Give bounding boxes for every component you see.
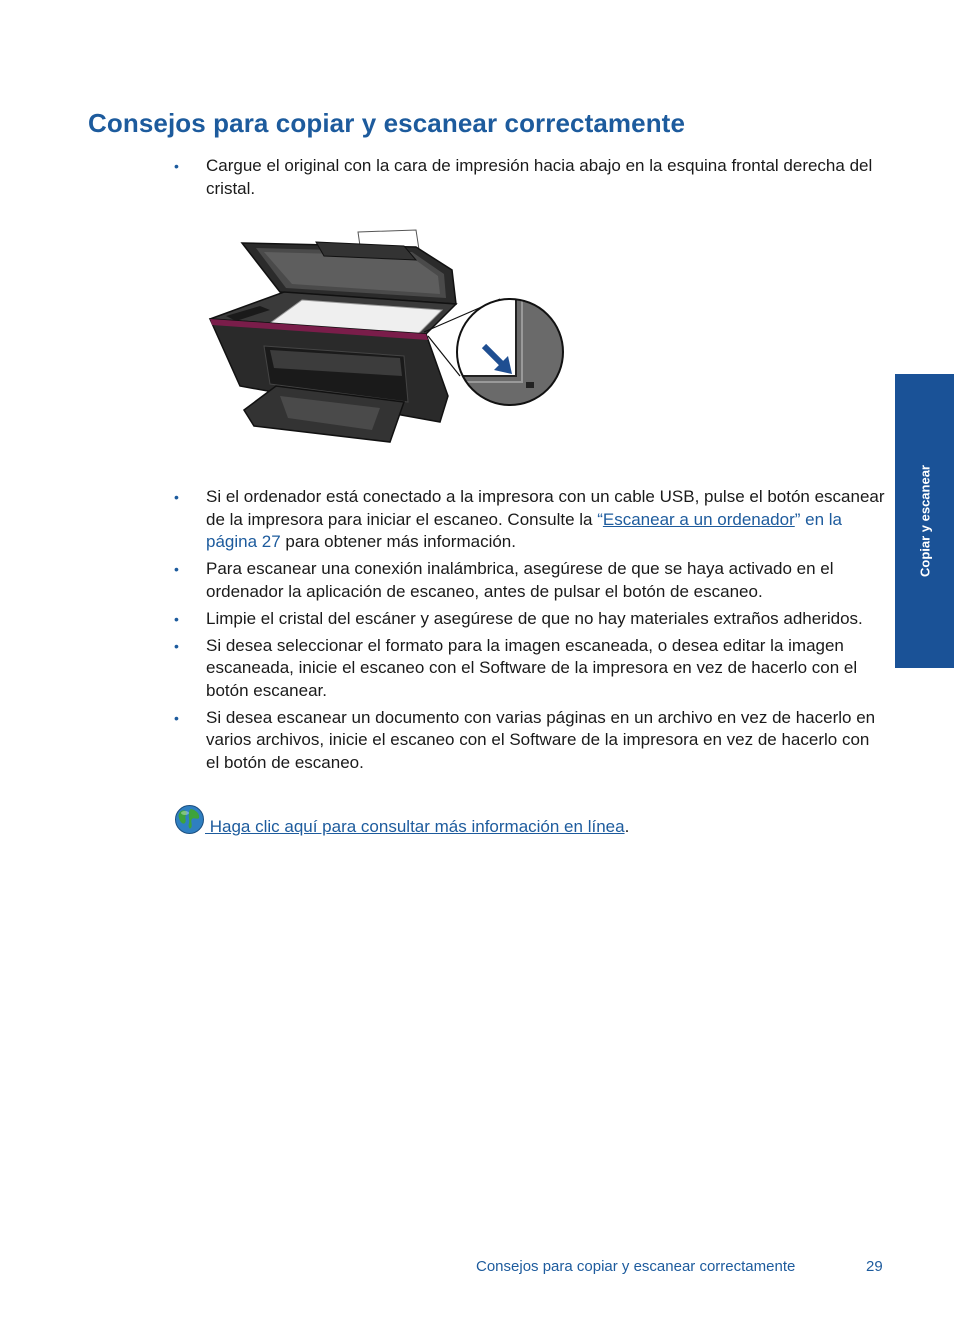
list-item <box>174 155 886 200</box>
globe-icon[interactable] <box>174 804 205 835</box>
online-help-period: . <box>624 817 630 836</box>
list-item <box>174 707 886 775</box>
bullet-glyph: • <box>174 637 179 654</box>
online-help-line <box>174 804 629 838</box>
bullet-glyph: • <box>174 561 179 577</box>
online-help-link[interactable]: Haga clic aquí para consultar más información en línea <box>205 817 625 836</box>
bullet-glyph: • <box>174 489 179 505</box>
list-item <box>174 486 886 554</box>
bullet-glyph: • <box>174 709 179 726</box>
list-item-text: Si el ordenador está conectado a la impresora con un cable USB, pulse el botón escanear de la impresora para iniciar el escaneo. Consulte la <box>206 487 885 529</box>
list-item-text: Cargue el original con la cara de impresión hacia abajo en la esquina frontal derecha del cristal. <box>206 156 873 198</box>
list-item-text-after: para obtener más información. <box>280 532 516 551</box>
list-item-text: Si desea seleccionar el formato para la imagen escaneada, o desea editar la imagen escaneada, inicie el escaneo con el Software de la impresora en vez de hacerlo con el botón escanear. <box>206 635 858 700</box>
list-item-text: Limpie el cristal del escáner y asegúrese de que no hay materiales extraños adheridos. <box>206 608 863 628</box>
page-title: Consejos para copiar y escanear correctamente <box>88 108 686 138</box>
tips-bullet-list <box>174 486 886 779</box>
printer-glass-illustration <box>204 226 568 450</box>
page-number: 29 <box>866 1258 883 1275</box>
escanear-a-un-ordenador-link[interactable]: “Escanear a un ordenador” en la página 27 <box>206 509 842 551</box>
footer-section-title: Consejos para copiar y escanear correctamente <box>476 1258 796 1275</box>
list-item <box>174 558 886 603</box>
list-item <box>174 608 886 631</box>
bullet-glyph: • <box>174 158 179 174</box>
section-side-tab <box>895 374 954 668</box>
list-item-text: Si desea escanear un documento con varias páginas en un archivo en vez de hacerlo en varios archivos, inicie el escaneo con el Software de la impresora en vez de hacerlo con el botón de escaneo. <box>206 707 876 772</box>
intro-bullet-list <box>174 155 886 205</box>
list-item-text: Para escanear una conexión inalámbrica, asegúrese de que se haya activado en el ordenador la aplicación de escaneo, antes de pulsar el botón de escaneo. <box>206 559 834 601</box>
side-tab-label: Copiar y escanear <box>917 464 932 578</box>
bullet-glyph: • <box>174 610 179 627</box>
list-item <box>174 635 886 703</box>
link-text[interactable]: Escanear a un ordenador <box>602 509 795 529</box>
